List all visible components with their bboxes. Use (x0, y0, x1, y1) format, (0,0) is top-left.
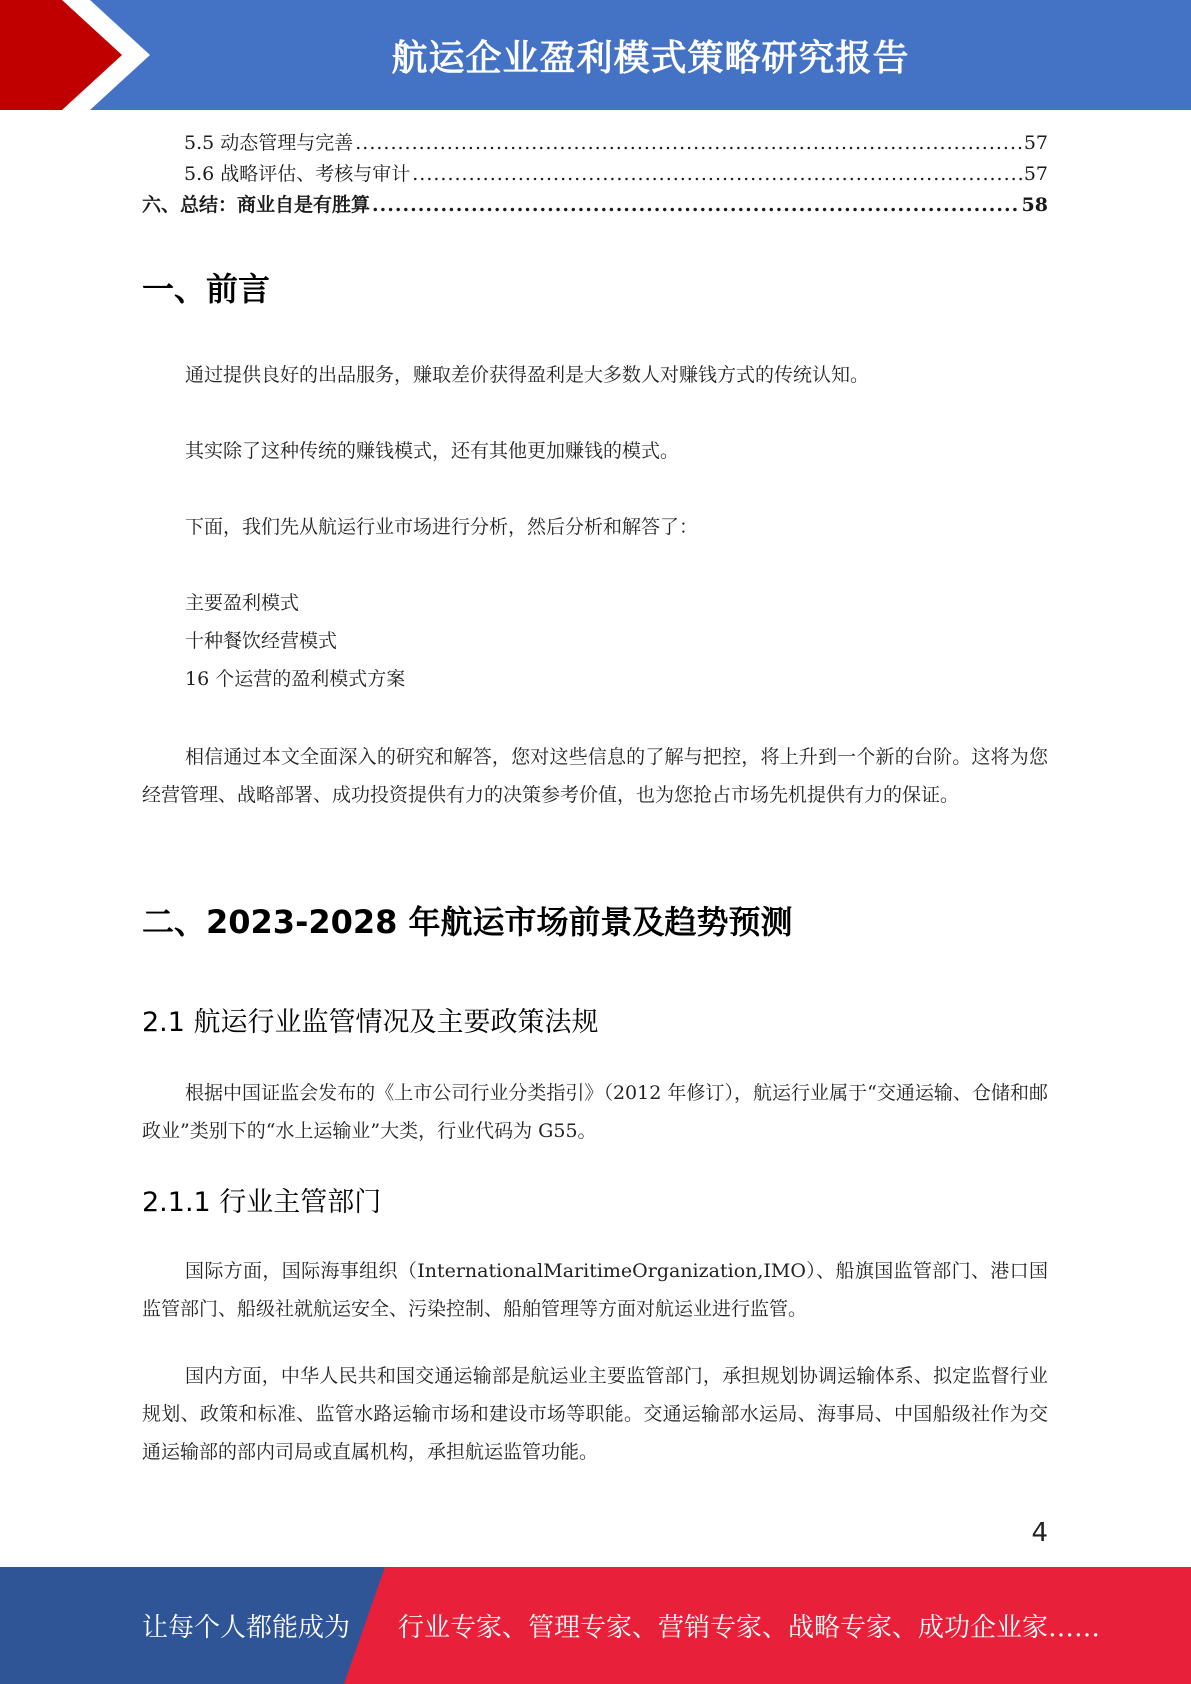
list-item: 主要盈利模式 (185, 592, 300, 614)
paragraph: 其实除了这种传统的赚钱模式，还有其他更加赚钱的模式。 (185, 440, 680, 462)
toc-entry[interactable] (142, 128, 1048, 159)
paragraph: 相信通过本文全面深入的研究和解答，您对这些信息的了解与把控，将上升到一个新的台阶。这将为您经营管理、战略部署、成功投资提供有力的决策参考价值，也为您抢占市场先机提供有力的保证。 (142, 746, 1048, 806)
header-banner (0, 0, 1191, 110)
list-item: 十种餐饮经营模式 (185, 630, 338, 652)
toc-dot-leader (412, 163, 1022, 185)
toc-entry-page: 57 (1023, 163, 1048, 185)
toc-entry-page: 57 (1023, 132, 1048, 154)
paragraph: 国际方面，国际海事组织（InternationalMaritimeOrganization,IMO）、船旗国监管部门、港口国监管部门、船级社就航运安全、污染控制、船舶管理等方面对航运业进行监管。 (142, 1260, 1048, 1320)
section-heading-market-outlook: 二、2023-2028 年航运市场前景及趋势预测 (142, 903, 793, 941)
document-title: 航运企业盈利模式策略研究报告 (391, 37, 910, 79)
footer-slogan-right: 行业专家、管理专家、营销专家、战略专家、成功企业家…… (398, 1613, 1101, 1643)
footer-banner (0, 1567, 1191, 1684)
subsection-heading: 2.1.1 行业主管部门 (142, 1187, 382, 1218)
paragraph: 国内方面，中华人民共和国交通运输部是航运业主要监管部门，承担规划协调运输体系、拟定监督行业规划、政策和标准、监管水路运输市场和建设市场等职能。交通运输部水运局、海事局、中国船级社作为交通运输部的部内司局或直属机构，承担航运监管功能。 (142, 1365, 1048, 1463)
footer-slogan-left: 让每个人都能成为 (142, 1613, 351, 1643)
header-chevron-decoration (0, 0, 150, 110)
toc-entry-label: 六、总结：商业自是有胜算 (142, 194, 371, 216)
toc-dot-leader (355, 132, 1022, 154)
section-heading-preface: 一、前言 (142, 270, 271, 308)
list-item: 16 个运营的盈利模式方案 (185, 668, 406, 690)
toc-entry-label: 5.5 动态管理与完善 (184, 132, 354, 154)
paragraph: 通过提供良好的出品服务，赚取差价获得盈利是大多数人对赚钱方式的传统认知。 (185, 364, 870, 386)
subsection-heading: 2.1 航运行业监管情况及主要政策法规 (142, 1007, 599, 1038)
toc-entry-label: 5.6 战略评估、考核与审计 (184, 163, 411, 185)
toc-dot-leader (372, 194, 1020, 216)
table-of-contents (142, 128, 1048, 221)
toc-entry[interactable] (142, 159, 1048, 190)
toc-entry[interactable] (142, 190, 1048, 221)
paragraph: 下面，我们先从航运行业市场进行分析，然后分析和解答了： (185, 516, 699, 538)
toc-entry-page: 58 (1021, 194, 1048, 216)
paragraph: 根据中国证监会发布的《上市公司行业分类指引》（2012 年修订），航运行业属于“交通运输、仓储和邮政业”类别下的“水上运输业”大类，行业代码为 G55。 (142, 1082, 1048, 1142)
page-number: 4 (1031, 1518, 1048, 1548)
